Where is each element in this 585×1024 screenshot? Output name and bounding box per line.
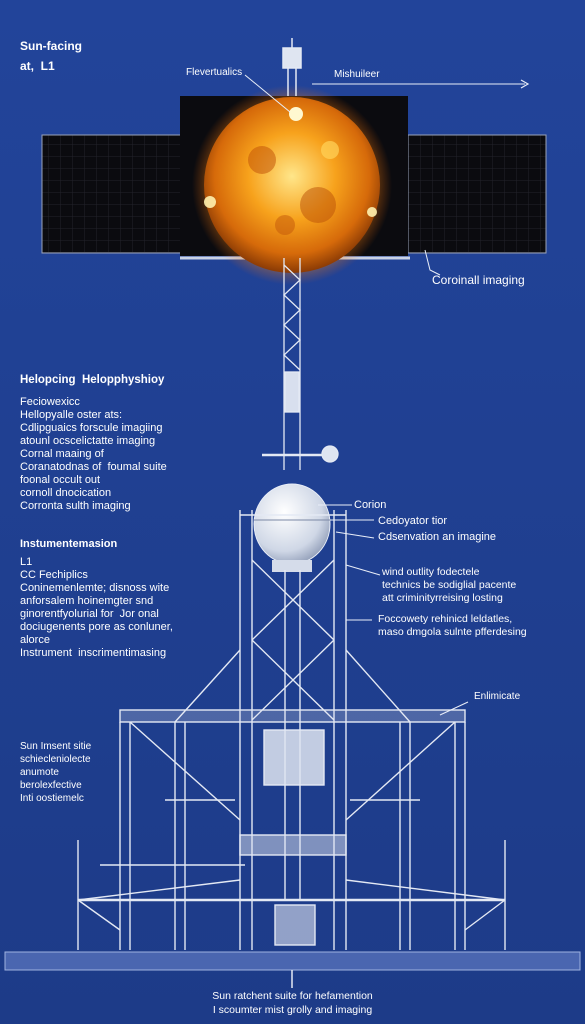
block3-line: Inti oostiemelc (20, 793, 84, 804)
block2-line: alorce (20, 634, 50, 646)
block2-heading: Instumentemasion (20, 538, 118, 550)
sun-image (192, 85, 392, 285)
block1-line: Feciowexicc (20, 396, 80, 408)
block3-line: Sun Imsent sitie (20, 741, 92, 752)
header-line-1: Sun-facing (20, 39, 82, 53)
block2-line: Instrument inscrimentimasing (20, 647, 167, 659)
block1-line: Cornal maaing of (20, 448, 104, 460)
header-line-2: at, L1 (20, 59, 55, 73)
block3-line: berolexfective (20, 780, 82, 791)
block1-line: atounl ocscelictatte imaging (20, 435, 156, 447)
block1-line: Hellopyalle oster ats: (20, 409, 123, 421)
callout-enlimicate: Enlimicate (474, 691, 521, 702)
observation-sphere (254, 484, 330, 572)
block2-line: Coninemenlemte; disnoss wite (20, 582, 170, 594)
block3-list (20, 740, 91, 805)
base-platform (5, 952, 580, 970)
callout-wind: wind outlity fodectele technics be sodiglial pacente att criminityrreising losting (382, 566, 517, 604)
block1-line: Coranatodnas of foumal suite (20, 461, 167, 473)
block1-line: foonal occult out (20, 474, 101, 486)
callout-coverage: Cedoyator tior (378, 515, 448, 527)
block3-line: schiecleniolecte (20, 754, 91, 765)
block1-line: Corronta sulth imaging (20, 500, 131, 512)
callout-coronal-imaging: Coroinall imaging (432, 273, 525, 287)
callout-fluxgate: Flevertualics (186, 67, 243, 78)
lattice-tower (262, 258, 338, 470)
block2-line: L1 (20, 556, 33, 568)
block1-heading: Helopcing Helopphyshioy (20, 374, 165, 386)
callout-corion: Corion (354, 499, 387, 511)
block2-line: dociugenents pore as conluner, (20, 621, 173, 633)
block2-line: anforsalem hoinemgter snd (20, 595, 154, 607)
block2-list (20, 556, 173, 660)
block2-line: CC Fechiplics (20, 569, 88, 581)
block3-line: anumote (20, 767, 59, 778)
callout-mountainer: Mishuileer (334, 69, 380, 80)
solar-panel-right (408, 135, 546, 253)
callout-observation: Cdsenvation an imagine (378, 531, 497, 543)
block1-line: Cdlipguaics forscule imagiing (20, 422, 163, 434)
block1-line: cornoll dnocication (20, 487, 112, 499)
callout-recovery: Foccowety rehinicd leldatles, maso dmgola sulnte pfferdesing (378, 613, 527, 638)
footer-line-1: Sun ratchent suite for hefamention (212, 990, 373, 1002)
block2-line: ginorentfyolurial for Jor onal (20, 608, 159, 620)
solar-panel-left (42, 135, 182, 253)
block1-list (20, 396, 167, 513)
footer-line-2: I scoumter mist grolly and imaging (212, 1004, 373, 1016)
